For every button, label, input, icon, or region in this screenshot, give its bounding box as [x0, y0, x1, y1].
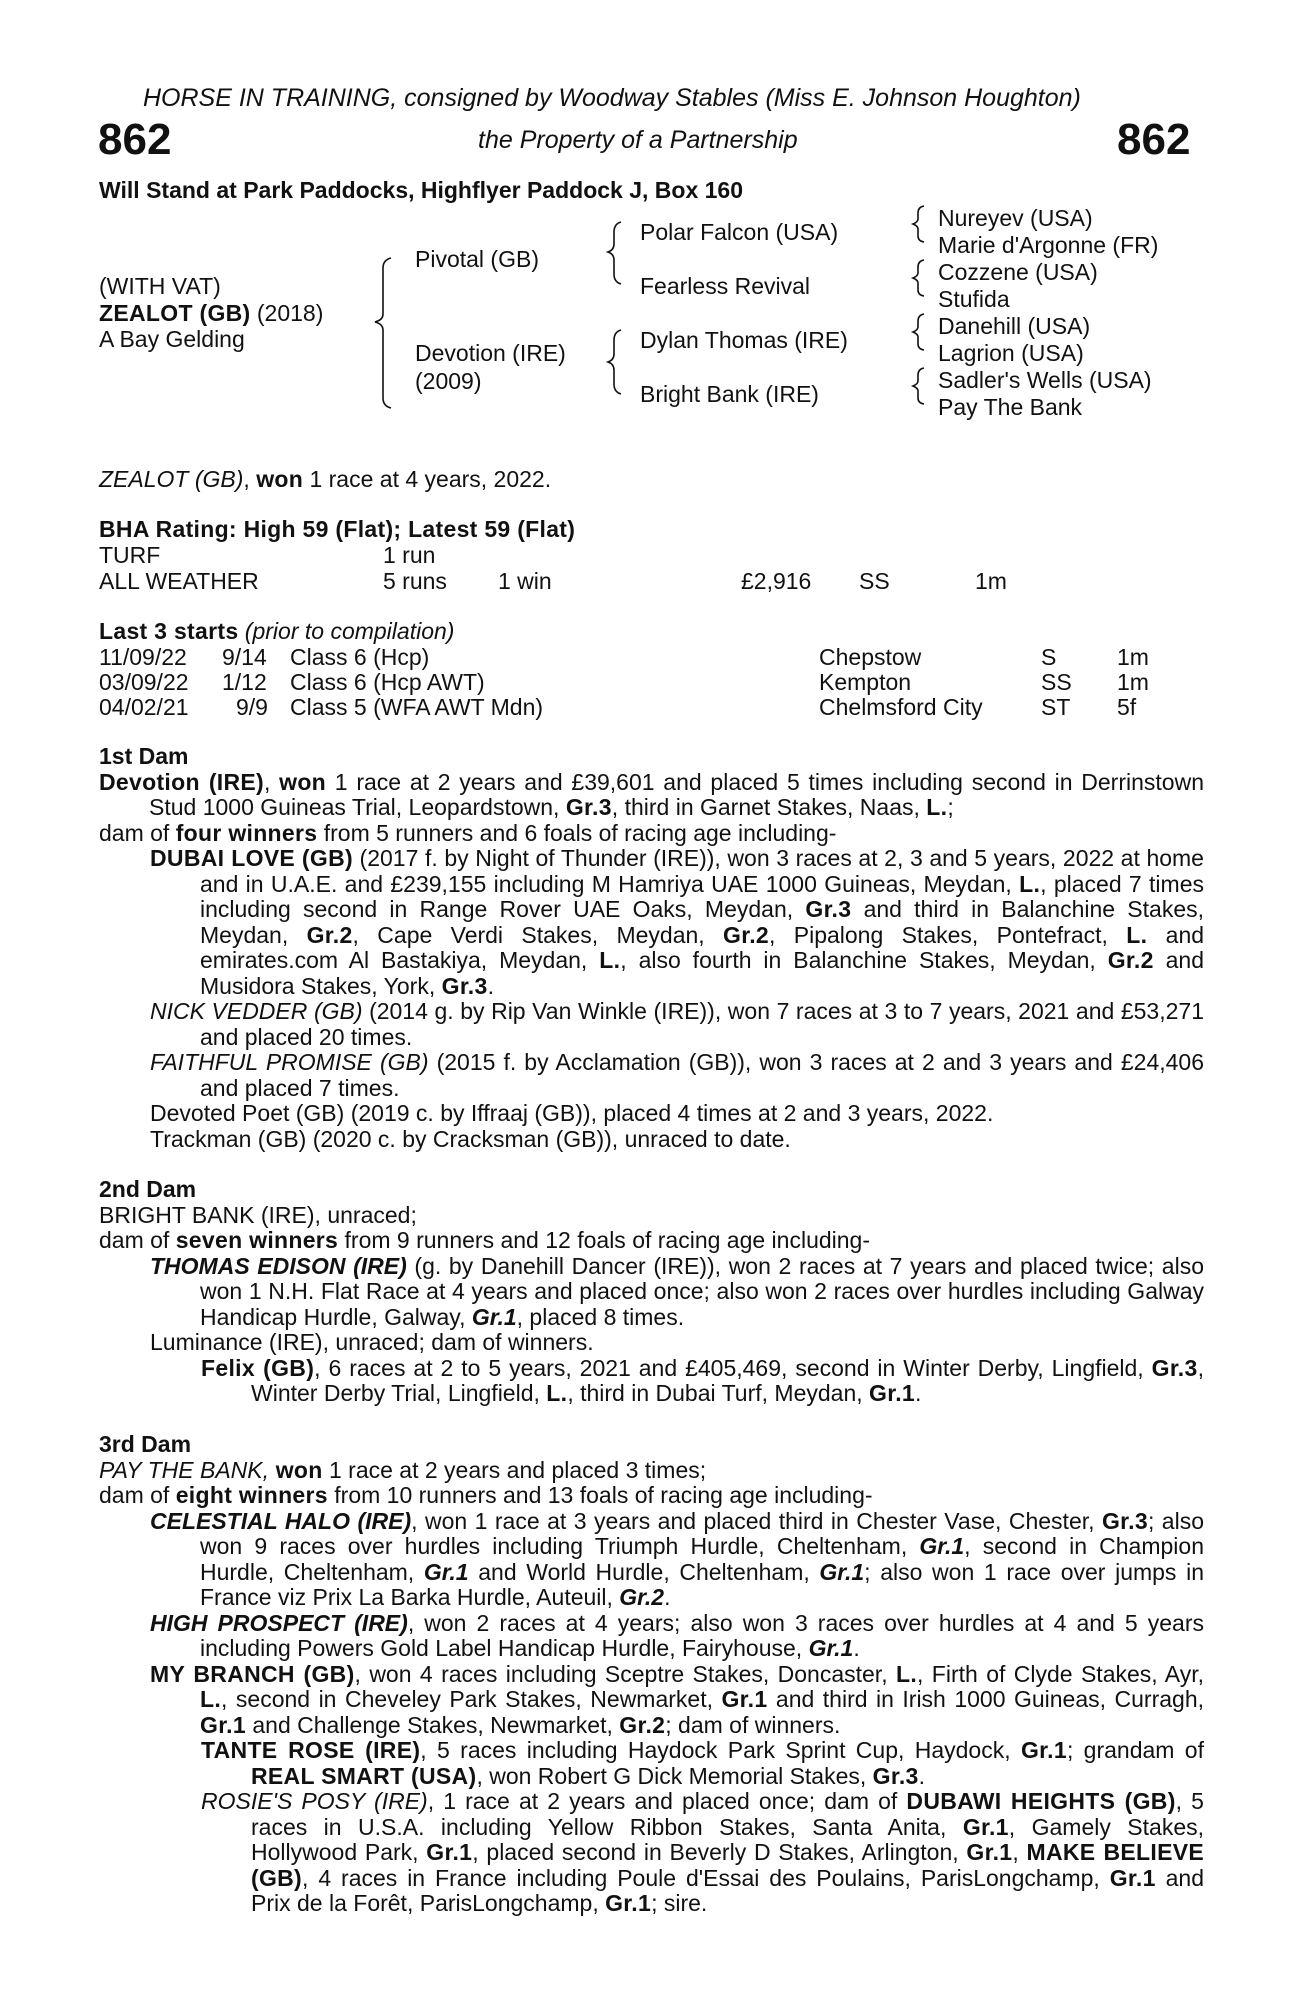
produce-name: HIGH PROSPECT (IRE)	[150, 1609, 408, 1636]
winners-count: four winners	[175, 819, 318, 846]
start-distance: 5f	[1117, 694, 1137, 720]
turf-label: TURF	[99, 542, 161, 568]
start-position: 9/9	[236, 694, 268, 720]
grand-sire-4: Sadler's Wells (USA)	[938, 367, 1152, 393]
dam-dam: Bright Bank (IRE)	[640, 381, 819, 407]
bracket-dam-parents	[608, 330, 621, 394]
aw-prize: £2,916	[741, 568, 812, 594]
summary-rest: 1 race at 4 years, 2022.	[303, 466, 552, 492]
produce-felix: Felix (GB), 6 races at 2 to 5 years, 2021 and £405,469, second in Winter Derby, Lingfield, Gr.3, Winter Derby Trial, Lingfield, L., third in Dubai Turf, Meydan, Gr.1.	[201, 1354, 1204, 1406]
produce-name: FAITHFUL PROMISE (GB)	[150, 1049, 429, 1075]
bracket-g3	[913, 314, 924, 350]
produce-rosies-posy: ROSIE'S POSY (IRE), 1 race at 2 years and placed once; dam of DUBAWI HEIGHTS (GB), 5 races in U.S.A. including Yellow Ribbon Stakes, Santa Anita, Gr.1, Gamely Stakes, Hollywood Park, Gr.1, placed second in Beverly D Stakes, Arlington, Gr.1, MAKE BELIEVE (GB), 4 races in France including Poule d'Essai des Poulains, ParisLongchamp, Gr.1 and Prix de la Forêt, ParisLongchamp, Gr.1; sire.	[201, 1788, 1204, 1916]
bracket-sire-parents	[608, 222, 621, 284]
start-distance: 1m	[1117, 669, 1149, 695]
stand-location: Will Stand at Park Paddocks, Highflyer Paddock J, Box 160	[99, 177, 743, 203]
start-race: Class 5 (WFA AWT Mdn)	[290, 694, 544, 720]
produce-name: DUBAI LOVE (GB)	[150, 845, 353, 871]
grand-sire-1: Nureyev (USA)	[938, 205, 1093, 231]
second-dam-section	[99, 1177, 1204, 1407]
produce-name: CELESTIAL HALO (IRE)	[150, 1507, 412, 1534]
start-surface: ST	[1041, 694, 1071, 720]
lot-number-left: 862	[98, 115, 172, 164]
produce-high-prospect: HIGH PROSPECT (IRE), won 2 races at 4 years; also won 3 races over hurdles at 4 and 5 years including Powers Gold Label Handicap Hurdle, Fairyhouse, Gr.1.	[150, 1609, 1204, 1661]
horse-description: A Bay Gelding	[99, 326, 245, 352]
start-position: 9/14	[222, 644, 267, 670]
produce-trackman: Trackman (GB) (2020 c. by Cracksman (GB)), unraced to date.	[150, 1125, 791, 1152]
last-starts-note: (prior to compilation)	[238, 618, 455, 644]
race-summary: ZEALOT (GB), won 1 race at 4 years, 2022.	[99, 466, 552, 492]
produce-name: NICK VEDDER (GB)	[150, 998, 363, 1024]
grandchild-name: DUBAWI HEIGHTS (GB)	[906, 1788, 1176, 1814]
produce-luminance: Luminance (IRE), unraced; dam of winners.	[150, 1329, 594, 1355]
horse-year: (2018)	[250, 300, 324, 326]
start-surface: SS	[1041, 669, 1072, 695]
grand-sire-2: Cozzene (USA)	[938, 259, 1098, 285]
start-distance: 1m	[1117, 644, 1149, 670]
second-dam-record: BRIGHT BANK (IRE), unraced;	[99, 1201, 417, 1228]
grandchild-name: MAKE BELIEVE (GB)	[251, 1839, 1204, 1891]
vat-note: (WITH VAT)	[99, 273, 221, 299]
second-dam-heading: 2nd Dam	[99, 1176, 197, 1202]
grand-dam-4: Pay The Bank	[938, 394, 1083, 420]
sire: Pivotal (GB)	[415, 246, 539, 272]
produce-name: TANTE ROSE (IRE)	[201, 1737, 421, 1763]
first-dam-record: Devotion (IRE), won 1 race at 2 years and £39,601 and placed 5 times including second in Derrinstown Stud 1000 Guineas Trial, Leopardstown, Gr.3, third in Garnet Stakes, Naas, L.;	[99, 768, 1204, 820]
listed-label: L.	[926, 794, 948, 820]
sire-sire: Polar Falcon (USA)	[640, 219, 839, 245]
start-surface: S	[1041, 644, 1057, 670]
last-starts-title: Last 3 starts	[99, 618, 239, 644]
third-dam-record: PAY THE BANK, won 1 race at 2 years and placed 3 times;	[99, 1456, 707, 1483]
won-label: won	[279, 768, 327, 795]
aw-label: ALL WEATHER	[99, 568, 259, 594]
pedigree-brackets	[0, 0, 1314, 450]
property-line: the Property of a Partnership	[478, 126, 798, 154]
dam-sire: Dylan Thomas (IRE)	[640, 327, 848, 353]
start-race: Class 6 (Hcp AWT)	[290, 669, 485, 695]
produce-tante-rose: TANTE ROSE (IRE), 5 races including Haydock Park Sprint Cup, Haydock, Gr.1; grandam of REAL SMART (USA), won Robert G Dick Memorial Stakes, Gr.3.	[201, 1737, 1204, 1789]
sire-dam: Fearless Revival	[640, 273, 810, 299]
produce-devoted-poet: Devoted Poet (GB) (2019 c. by Iffraaj (GB)), placed 4 times at 2 and 3 years, 2022.	[150, 1100, 994, 1126]
third-dam-section	[99, 1432, 1204, 1917]
second-dam-produce-summary: dam of seven winners from 9 runners and 12 foals of racing age including-	[99, 1227, 871, 1253]
start-date: 04/02/21	[99, 694, 189, 720]
start-position: 1/12	[222, 669, 267, 695]
winners-count: eight winners	[175, 1482, 328, 1508]
dam-name: Devotion (IRE)	[415, 340, 566, 366]
summary-won: won	[256, 466, 304, 492]
start-course: Kempton	[819, 669, 912, 695]
grand-sire-3: Danehill (USA)	[938, 313, 1091, 339]
aw-runs: 5 runs	[383, 568, 447, 594]
grand-dam-2: Stufida	[938, 286, 1010, 312]
produce-celestial-halo: CELESTIAL HALO (IRE), won 1 race at 3 years and placed third in Chester Vase, Chester, Gr.3; also won 9 races over hurdles including Triumph Hurdle, Cheltenham, Gr.1, second in Champion Hurdle, Cheltenham, Gr.1 and World Hurdle, Cheltenham, Gr.1; also won 1 race over jumps in France viz Prix La Barka Hurdle, Auteuil, Gr.2.	[150, 1507, 1204, 1610]
bracket-parents	[375, 258, 391, 408]
dam-name: PAY THE BANK,	[99, 1456, 269, 1483]
start-course: Chelmsford City	[819, 694, 983, 720]
first-dam-heading: 1st Dam	[99, 743, 189, 769]
grandchild-name: REAL SMART (USA)	[251, 1762, 477, 1789]
aw-wins: 1 win	[498, 568, 552, 594]
start-date: 11/09/22	[99, 644, 187, 670]
produce-faithful-promise: FAITHFUL PROMISE (GB) (2015 f. by Acclamation (GB)), won 3 races at 2 and 3 years and £24,406 and placed 7 times.	[150, 1049, 1205, 1101]
start-course: Chepstow	[819, 644, 922, 670]
third-dam-heading: 3rd Dam	[99, 1431, 192, 1457]
produce-thomas-edison: THOMAS EDISON (IRE) (g. by Danehill Dancer (IRE)), won 2 races at 7 years and placed twice; also won 1 N.H. Flat Race at 4 years and placed once; also won 2 races over hurdles including Galway Handicap Hurdle, Galway, Gr.1, placed 8 times.	[150, 1252, 1204, 1330]
consignment-line: HORSE IN TRAINING, consigned by Woodway Stables (Miss E. Johnson Houghton)	[143, 84, 1081, 112]
bracket-g1	[913, 206, 924, 242]
grand-dam-3: Lagrion (USA)	[938, 340, 1084, 366]
grand-dam-1: Marie d'Argonne (FR)	[938, 232, 1159, 258]
last-starts-heading	[99, 617, 454, 645]
produce-name: MY BRANCH (GB)	[150, 1660, 355, 1687]
first-dam-section	[99, 744, 1204, 1152]
winners-count: seven winners	[175, 1227, 339, 1253]
produce-name: THOMAS EDISON (IRE)	[150, 1252, 407, 1279]
first-dam-produce-summary: dam of four winners from 5 runners and 6 foals of racing age including-	[99, 819, 837, 846]
dam-name: Devotion (IRE)	[99, 768, 264, 795]
aw-surface: SS	[859, 568, 890, 594]
lot-number-right: 862	[1117, 115, 1191, 164]
produce-nick-vedder: NICK VEDDER (GB) (2014 g. by Rip Van Winkle (IRE)), won 7 races at 3 to 7 years, 2021 and £53,271 and placed 20 times.	[150, 998, 1204, 1050]
produce-name: ROSIE'S POSY (IRE)	[201, 1788, 428, 1814]
grade-label: Gr.3	[565, 794, 612, 820]
start-date: 03/09/22	[99, 669, 189, 695]
start-race: Class 6 (Hcp)	[290, 644, 430, 670]
bracket-g4	[913, 368, 924, 404]
bracket-g2	[913, 260, 924, 296]
produce-my-branch: MY BRANCH (GB), won 4 races including Sceptre Stakes, Doncaster, L., Firth of Clyde Stakes, Ayr, L., second in Cheveley Park Stakes, Newmarket, Gr.1 and third in Irish 1000 Guineas, Curragh, Gr.1 and Challenge Stakes, Newmarket, Gr.2; dam of winners.	[150, 1660, 1204, 1738]
turf-runs: 1 run	[383, 542, 436, 568]
horse-name: ZEALOT (GB)	[99, 300, 251, 326]
dam-year: (2009)	[415, 368, 482, 394]
aw-distance: 1m	[975, 568, 1007, 594]
third-dam-produce-summary: dam of eight winners from 10 runners and 13 foals of racing age including-	[99, 1482, 873, 1508]
produce-dubai-love: DUBAI LOVE (GB) (2017 f. by Night of Thunder (IRE)), won 3 races at 2, 3 and 5 years, 2022 at home and in U.A.E. and £239,155 including M Hamriya UAE 1000 Guineas, Meydan, L., placed 7 times including second in Range Rover UAE Oaks, Meydan, Gr.3 and third in Balanchine Stakes, Meydan, Gr.2, Cape Verdi Stakes, Meydan, Gr.2, Pipalong Stakes, Pontefract, L. and emirates.com Al Bastakiya, Meydan, L., also fourth in Balanchine Stakes, Meydan, Gr.2 and Musidora Stakes, York, Gr.3.	[150, 845, 1205, 999]
summary-horse-name: ZEALOT (GB)	[99, 466, 244, 492]
produce-name: Felix (GB)	[201, 1354, 315, 1381]
bha-rating: BHA Rating: High 59 (Flat); Latest 59 (Flat)	[99, 516, 576, 542]
